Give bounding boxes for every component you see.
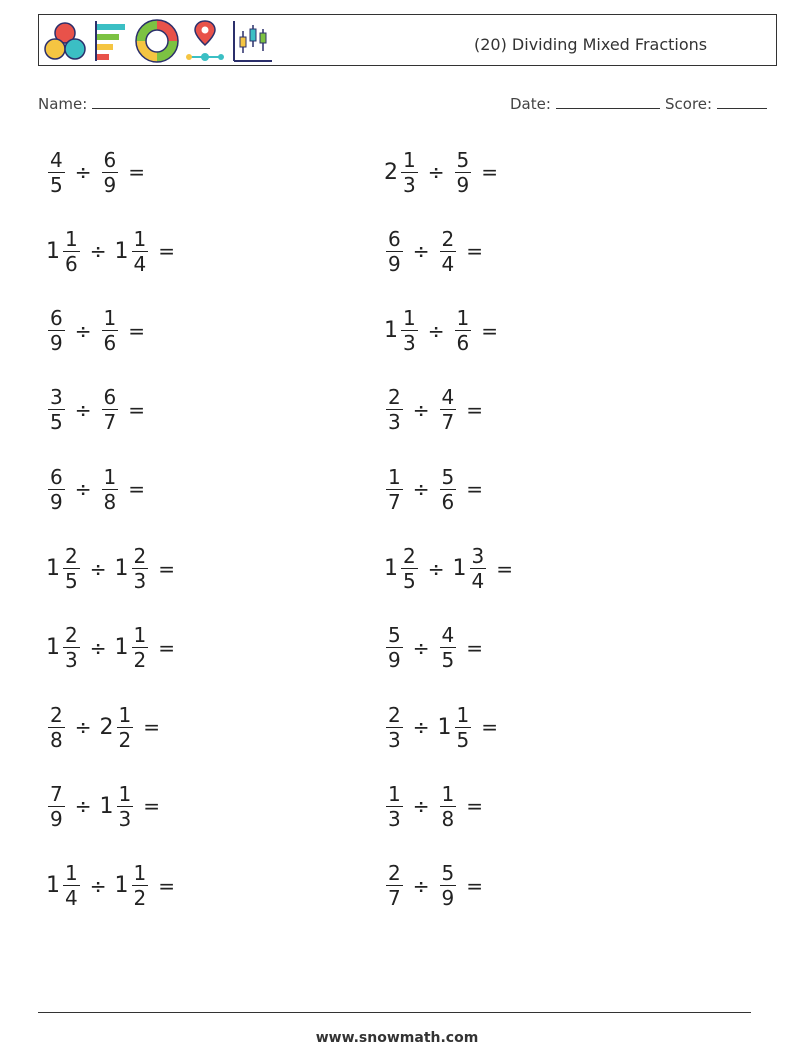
divide-sign: ÷ <box>89 873 107 898</box>
fraction <box>386 465 403 514</box>
numerator: 5 <box>388 623 401 648</box>
bar-chart-icon <box>93 19 129 63</box>
divide-sign: ÷ <box>412 397 430 422</box>
whole-part: 1 <box>437 714 452 740</box>
mixed-number <box>384 782 405 831</box>
divide-sign: ÷ <box>74 477 92 502</box>
mixed-number <box>100 148 121 197</box>
denominator: 4 <box>441 251 455 276</box>
equals-sign: = <box>466 794 483 819</box>
denominator: 5 <box>50 172 63 197</box>
mixed-number <box>384 306 420 355</box>
mixed-number <box>384 623 405 672</box>
mixed-number <box>438 385 459 434</box>
whole-part: 1 <box>114 556 129 581</box>
date-label: Date: <box>510 95 551 113</box>
equals-sign: = <box>128 318 145 343</box>
numerator: 4 <box>441 623 455 648</box>
problem-3 <box>46 221 175 281</box>
problem-1 <box>46 142 145 202</box>
numerator: 2 <box>441 226 455 251</box>
denominator: 8 <box>103 489 117 514</box>
mixed-number <box>46 544 82 593</box>
mixed-number <box>384 465 405 514</box>
denominator: 9 <box>456 172 470 197</box>
fraction <box>401 544 418 593</box>
mixed-number <box>100 385 121 434</box>
mixed-number <box>384 861 405 910</box>
numerator: 1 <box>403 306 416 331</box>
numerator: 2 <box>65 623 78 648</box>
divide-sign: ÷ <box>412 873 430 898</box>
problem-14 <box>384 618 483 678</box>
numerator: 1 <box>388 464 401 489</box>
numerator: 1 <box>118 702 132 727</box>
mixed-number <box>384 227 405 276</box>
denominator: 2 <box>133 886 147 911</box>
denominator: 5 <box>403 569 416 593</box>
fraction <box>440 861 457 910</box>
whole-part: 1 <box>384 318 398 344</box>
denominator: 9 <box>441 886 455 911</box>
denominator: 6 <box>456 331 470 356</box>
denominator: 3 <box>403 172 416 197</box>
fraction <box>386 227 403 276</box>
circles-icon <box>43 19 87 63</box>
fraction <box>386 385 403 434</box>
fraction <box>48 465 65 514</box>
denominator: 9 <box>388 251 401 276</box>
numerator: 3 <box>50 385 63 410</box>
date-field[interactable] <box>510 94 660 113</box>
divide-sign: ÷ <box>89 239 107 264</box>
mixed-number <box>384 148 420 197</box>
equals-sign: = <box>158 873 175 898</box>
denominator: 3 <box>118 806 132 831</box>
denominator: 5 <box>456 727 470 752</box>
denominator: 7 <box>103 410 117 435</box>
mixed-number <box>438 861 459 910</box>
whole-part: 1 <box>46 238 60 264</box>
whole-part: 1 <box>114 238 129 264</box>
numerator: 2 <box>403 544 416 568</box>
equals-sign: = <box>481 160 498 184</box>
mixed-number <box>46 465 67 514</box>
problem-5 <box>46 301 145 361</box>
equals-sign: = <box>128 160 145 184</box>
mixed-number <box>100 465 121 514</box>
problem-9 <box>46 459 145 519</box>
numerator: 1 <box>118 781 132 806</box>
fraction <box>117 782 134 831</box>
fraction <box>440 227 457 276</box>
denominator: 9 <box>50 806 63 831</box>
name-label: Name: <box>38 95 88 113</box>
mixed-number <box>453 306 474 355</box>
divide-sign: ÷ <box>412 715 430 740</box>
fraction <box>48 703 65 752</box>
numerator: 2 <box>388 702 401 727</box>
denominator: 3 <box>133 569 147 593</box>
fraction <box>455 306 472 355</box>
mixed-number <box>115 623 151 672</box>
equals-sign: = <box>496 556 513 581</box>
denominator: 9 <box>103 172 117 197</box>
location-pin-icon <box>185 19 225 63</box>
footer-divider <box>38 1012 751 1013</box>
mixed-number <box>438 465 459 514</box>
mixed-number <box>115 544 151 593</box>
denominator: 9 <box>50 331 63 356</box>
numerator: 1 <box>133 226 147 251</box>
fraction <box>132 623 149 672</box>
mixed-number <box>100 306 121 355</box>
whole-part: 1 <box>46 556 60 581</box>
equals-sign: = <box>481 318 498 343</box>
numerator: 6 <box>50 306 63 331</box>
numerator: 1 <box>456 702 470 727</box>
equals-sign: = <box>466 397 483 422</box>
fraction <box>102 148 119 197</box>
problem-11 <box>46 539 175 599</box>
fraction <box>48 148 65 197</box>
numerator: 6 <box>388 226 401 251</box>
fraction <box>48 385 65 434</box>
fraction <box>440 465 457 514</box>
denominator: 8 <box>441 806 455 831</box>
denominator: 3 <box>403 331 416 356</box>
mixed-number <box>46 782 67 831</box>
fraction <box>48 306 65 355</box>
divide-sign: ÷ <box>412 794 430 819</box>
fraction <box>386 623 403 672</box>
fraction <box>470 544 487 593</box>
denominator: 6 <box>65 251 78 276</box>
divide-sign: ÷ <box>89 556 107 581</box>
divide-sign: ÷ <box>412 477 430 502</box>
whole-part: 1 <box>99 793 114 819</box>
problem-12 <box>384 539 513 599</box>
mixed-number <box>438 782 459 831</box>
mixed-number <box>46 227 82 276</box>
fraction <box>102 385 119 434</box>
fraction <box>132 861 149 910</box>
mixed-number <box>46 306 67 355</box>
mixed-number <box>438 703 474 752</box>
equals-sign: = <box>143 794 160 819</box>
equals-sign: = <box>466 477 483 502</box>
fraction <box>455 148 472 197</box>
equals-sign: = <box>128 397 145 422</box>
denominator: 3 <box>388 806 401 831</box>
equals-sign: = <box>158 239 175 264</box>
equals-sign: = <box>158 556 175 581</box>
fraction <box>117 703 134 752</box>
denominator: 3 <box>388 410 401 435</box>
score-field[interactable] <box>665 94 767 113</box>
problem-19 <box>46 856 175 916</box>
denominator: 4 <box>471 569 485 593</box>
mixed-number <box>115 227 151 276</box>
equals-sign: = <box>481 715 498 740</box>
problem-2 <box>384 142 498 202</box>
fraction <box>440 623 457 672</box>
divide-sign: ÷ <box>74 160 92 184</box>
fraction <box>63 227 80 276</box>
divide-sign: ÷ <box>89 635 107 660</box>
denominator: 6 <box>441 489 455 514</box>
fraction <box>455 703 472 752</box>
header-box <box>38 14 777 66</box>
numerator: 3 <box>471 544 485 568</box>
mixed-number <box>46 703 67 752</box>
fraction <box>102 306 119 355</box>
name-field[interactable] <box>38 94 210 113</box>
whole-part: 1 <box>384 556 398 581</box>
fraction <box>401 148 418 197</box>
numerator: 5 <box>456 147 470 172</box>
fraction <box>440 782 457 831</box>
denominator: 4 <box>65 886 78 911</box>
problem-18 <box>384 776 483 836</box>
fraction <box>63 544 80 593</box>
fraction <box>132 227 149 276</box>
whole-part: 2 <box>384 159 398 185</box>
worksheet-title: (20) Dividing Mixed Fractions <box>474 35 708 54</box>
divide-sign: ÷ <box>74 794 92 819</box>
mixed-number <box>453 544 489 593</box>
denominator: 8 <box>50 727 63 752</box>
problem-4 <box>384 221 483 281</box>
numerator: 2 <box>65 544 78 568</box>
problem-6 <box>384 301 498 361</box>
name-blank[interactable] <box>92 94 210 109</box>
equals-sign: = <box>466 635 483 660</box>
whole-part: 1 <box>452 556 467 581</box>
equals-sign: = <box>466 239 483 264</box>
score-label: Score: <box>665 95 713 113</box>
denominator: 7 <box>388 489 401 514</box>
denominator: 7 <box>441 410 455 435</box>
mixed-number <box>115 861 151 910</box>
whole-part: 1 <box>114 873 129 899</box>
problem-8 <box>384 380 483 440</box>
denominator: 5 <box>65 569 78 593</box>
numerator: 4 <box>441 385 455 410</box>
mixed-number <box>384 703 405 752</box>
numerator: 1 <box>103 306 117 331</box>
divide-sign: ÷ <box>74 318 92 343</box>
whole-part: 1 <box>46 635 60 661</box>
denominator: 6 <box>103 331 117 356</box>
fraction <box>386 861 403 910</box>
mixed-number <box>438 623 459 672</box>
equals-sign: = <box>128 477 145 502</box>
equals-sign: = <box>143 715 160 740</box>
candlestick-chart-icon <box>231 19 273 63</box>
numerator: 1 <box>133 861 147 886</box>
denominator: 7 <box>388 886 401 911</box>
denominator: 3 <box>65 648 78 673</box>
whole-part: 2 <box>99 714 114 740</box>
mixed-number <box>100 782 136 831</box>
divide-sign: ÷ <box>74 397 92 422</box>
mixed-number <box>46 861 82 910</box>
problem-15 <box>46 697 160 757</box>
equals-sign: = <box>158 635 175 660</box>
mixed-number <box>384 544 420 593</box>
divide-sign: ÷ <box>412 239 430 264</box>
numerator: 7 <box>50 781 63 806</box>
numerator: 2 <box>388 861 401 886</box>
score-blank[interactable] <box>717 94 767 109</box>
denominator: 2 <box>133 648 147 673</box>
numerator: 1 <box>103 464 117 489</box>
fraction <box>386 782 403 831</box>
numerator: 2 <box>388 385 401 410</box>
problem-10 <box>384 459 483 519</box>
denominator: 9 <box>50 489 63 514</box>
fraction <box>440 385 457 434</box>
numerator: 6 <box>103 147 117 172</box>
mixed-number <box>438 227 459 276</box>
divide-sign: ÷ <box>427 318 445 343</box>
denominator: 5 <box>50 410 63 435</box>
equals-sign: = <box>466 873 483 898</box>
denominator: 4 <box>133 251 147 276</box>
divide-sign: ÷ <box>427 160 445 184</box>
fraction <box>386 703 403 752</box>
numerator: 1 <box>456 306 470 331</box>
whole-part: 1 <box>114 635 129 661</box>
divide-sign: ÷ <box>74 715 92 740</box>
problem-13 <box>46 618 175 678</box>
denominator: 5 <box>441 648 455 673</box>
numerator: 1 <box>133 623 147 648</box>
numerator: 6 <box>103 385 117 410</box>
numerator: 5 <box>441 861 455 886</box>
denominator: 9 <box>388 648 401 673</box>
divide-sign: ÷ <box>427 556 445 581</box>
numerator: 2 <box>133 544 147 568</box>
numerator: 1 <box>65 861 78 886</box>
mixed-number <box>384 385 405 434</box>
mixed-number <box>453 148 474 197</box>
fraction <box>63 623 80 672</box>
footer-url: www.snowmath.com <box>315 1030 479 1046</box>
fraction <box>48 782 65 831</box>
mixed-number <box>46 148 67 197</box>
numerator: 2 <box>50 702 63 727</box>
numerator: 1 <box>65 226 78 251</box>
problem-17 <box>46 776 160 836</box>
problem-7 <box>46 380 145 440</box>
whole-part: 1 <box>46 873 60 899</box>
fraction <box>401 306 418 355</box>
problem-20 <box>384 856 483 916</box>
problem-16 <box>384 697 498 757</box>
numerator: 1 <box>441 781 455 806</box>
donut-chart-icon <box>135 19 179 63</box>
numerator: 1 <box>403 147 416 172</box>
numerator: 6 <box>50 464 63 489</box>
mixed-number <box>46 623 82 672</box>
numerator: 5 <box>441 464 455 489</box>
fraction <box>102 465 119 514</box>
date-blank[interactable] <box>556 94 660 109</box>
fraction <box>132 544 149 593</box>
numerator: 1 <box>388 781 401 806</box>
denominator: 2 <box>118 727 132 752</box>
numerator: 4 <box>50 147 63 172</box>
mixed-number <box>100 703 136 752</box>
header-icons <box>43 19 273 63</box>
mixed-number <box>46 385 67 434</box>
denominator: 3 <box>388 727 401 752</box>
divide-sign: ÷ <box>412 635 430 660</box>
fraction <box>63 861 80 910</box>
